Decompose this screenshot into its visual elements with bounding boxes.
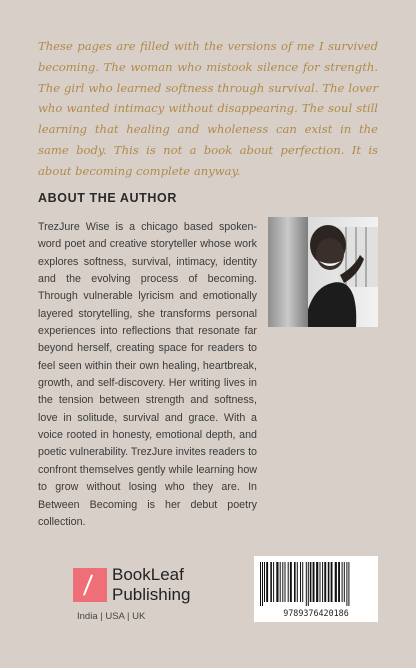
publisher-name-line1: BookLeaf — [112, 565, 184, 584]
barcode-bar — [338, 562, 340, 602]
barcode-bar — [331, 562, 333, 602]
logo-slash-icon — [83, 574, 93, 595]
barcode-bar — [264, 562, 265, 602]
barcode-bar — [335, 562, 337, 602]
author-photo — [268, 217, 378, 327]
barcode-bar — [324, 562, 326, 602]
isbn-number: 9789376420186 — [283, 608, 349, 618]
barcode-bar — [290, 562, 292, 602]
barcode-bar — [266, 562, 268, 602]
barcode-bar — [270, 562, 272, 602]
about-author-heading: ABOUT THE AUTHOR — [38, 191, 177, 205]
barcode-bar — [262, 562, 263, 606]
barcode-bar — [302, 562, 303, 602]
barcode-bar — [273, 562, 274, 602]
barcode-bars — [258, 562, 374, 606]
publisher-regions: India | USA | UK — [77, 611, 146, 622]
barcode-bar — [276, 562, 278, 602]
barcode-bar — [288, 562, 289, 602]
barcode-bar — [344, 562, 345, 602]
barcode-bar — [342, 562, 343, 602]
barcode-bar — [328, 562, 330, 602]
author-bio: TrezJure Wise is a chicago based spoken-word poet and creative storyteller whose work explores softness, survival, intimacy, identity and the evolving process of becoming. Through vulnerable lyricism and emotionally layered storytelling, she transforms personal experiences into reflections that resonate far beyond herself, creating space for readers to feel seen within their own healing, heartbreak, growth, and self-discovery. Her writing lives in the tension between strength and softness, love in solitude, survival and grace. With a voice rooted in honesty, emotional depth, and poetic vulnerability. TrezJure invites readers to confront themselves gently while learning how to grow without losing who they are. In Between Becoming is her debut poetry collection. — [38, 221, 257, 528]
barcode-bar — [306, 562, 307, 606]
barcode-bar — [310, 562, 312, 602]
barcode-bar — [320, 562, 321, 602]
isbn-barcode — [254, 556, 378, 622]
author-photo-illustration — [268, 217, 378, 327]
barcode-bar — [300, 562, 301, 602]
barcode-bar — [316, 562, 318, 602]
bookleaf-publishing-logo — [73, 565, 193, 624]
barcode-bar — [280, 562, 281, 602]
logo-mark — [73, 568, 107, 602]
barcode-bar — [294, 562, 296, 602]
barcode-bar — [308, 562, 309, 606]
barcode-bar — [297, 562, 298, 602]
publisher-name-line2: Publishing — [112, 585, 191, 604]
barcode-bar — [285, 562, 286, 602]
back-cover-blurb: These pages are filled with the versions of me I survived becoming. The woman who mistook silence for strength. The girl who learned softness through survival. The lover who wanted intimacy without disappearing. The soul still learning that healing and wholeness can exist in the same body. This is not a book about perfection. It is about becoming complete anyway. — [38, 39, 378, 178]
barcode-bar — [260, 562, 261, 606]
barcode-bar — [313, 562, 315, 602]
barcode-bar — [348, 562, 349, 606]
barcode-bar — [282, 562, 283, 602]
barcode-bar — [322, 562, 323, 602]
barcode-bar — [346, 562, 347, 606]
